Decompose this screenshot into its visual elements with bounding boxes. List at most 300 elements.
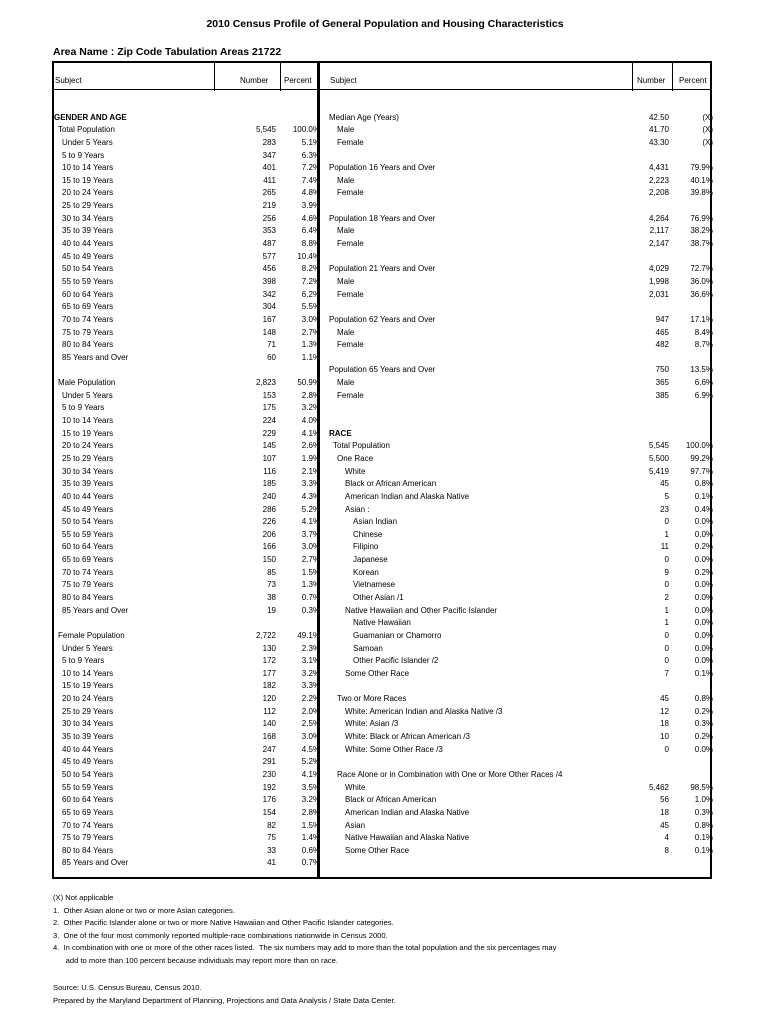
row-number: 5,419 [648, 466, 669, 476]
row-label: White [345, 782, 366, 792]
row-label: 55 to 59 Years [62, 782, 114, 792]
row-number: 116 [263, 466, 276, 476]
header-separator [280, 61, 281, 91]
row-label: Population 65 Years and Over [329, 365, 436, 375]
table-row [329, 554, 711, 567]
right-column [329, 99, 711, 857]
row-label: 75 to 79 Years [62, 327, 114, 337]
row-percent: 3.0% [301, 542, 320, 552]
footnote: 3. One of the four most commonly reported multiple-race combinations nationwide in Census 2000. [53, 930, 388, 940]
table-row [329, 124, 711, 137]
row-number: 177 [262, 668, 276, 678]
row-label: 20 to 24 Years [62, 694, 114, 704]
table-row [329, 617, 711, 630]
row-number: 2,031 [648, 289, 669, 299]
table-row [54, 162, 320, 175]
table-row [329, 415, 711, 428]
row-percent: 100.0% [685, 441, 713, 451]
row-label: Asian : [345, 504, 370, 514]
table-row [329, 352, 711, 365]
table-row [54, 415, 320, 428]
table-row [329, 706, 711, 719]
row-number: 82 [267, 820, 276, 830]
row-label: Race Alone or in Combination with One or More Other Races /4 [337, 769, 563, 779]
row-percent: 6.6% [694, 378, 713, 388]
row-percent: 0.2% [694, 567, 713, 577]
row-percent: 0.6% [301, 845, 320, 855]
row-percent: 0.0% [694, 618, 713, 628]
table-row [54, 857, 320, 870]
row-number: 750 [655, 365, 669, 375]
table-row [54, 390, 320, 403]
row-number: 4,431 [648, 163, 669, 173]
row-percent: 0.8% [694, 820, 713, 830]
table-row [54, 529, 320, 542]
row-percent: 2.5% [301, 719, 320, 729]
row-number: 482 [655, 340, 669, 350]
row-number: 1 [664, 529, 669, 539]
row-number: 45 [660, 820, 669, 830]
table-row [54, 744, 320, 757]
table-row [329, 263, 711, 276]
table-row [54, 402, 320, 415]
table-row [329, 402, 711, 415]
row-percent: 0.8% [694, 479, 713, 489]
row-number: 947 [655, 314, 669, 324]
table-row [329, 756, 711, 769]
table-row [329, 187, 711, 200]
row-percent: 72.7% [690, 264, 713, 274]
header-separator [632, 61, 633, 91]
row-label: 45 to 49 Years [62, 504, 114, 514]
table-row [54, 845, 320, 858]
row-percent: 17.1% [690, 314, 713, 324]
row-number: 4 [664, 833, 669, 843]
table-row [54, 263, 320, 276]
table-row [54, 289, 320, 302]
row-label: 60 to 64 Years [62, 542, 114, 552]
row-percent: 3.9% [301, 201, 320, 211]
row-number: 192 [262, 782, 276, 792]
row-percent: 3.2% [301, 795, 320, 805]
row-percent: 4.0% [301, 416, 320, 426]
table-row [329, 579, 711, 592]
row-number: 2 [664, 592, 669, 602]
row-percent: 10.4% [297, 251, 320, 261]
table-row [54, 782, 320, 795]
row-percent: 38.2% [690, 226, 713, 236]
row-number: 1 [664, 618, 669, 628]
table-row [329, 213, 711, 226]
row-number: 12 [660, 706, 669, 716]
table-row [54, 643, 320, 656]
table-row [329, 516, 711, 529]
table-row [329, 820, 711, 833]
row-number: 145 [262, 441, 276, 451]
row-number: 342 [262, 289, 276, 299]
row-number: 0 [664, 580, 669, 590]
row-percent: 0.7% [301, 858, 320, 868]
row-label: Female [337, 137, 364, 147]
row-number: 456 [262, 264, 276, 274]
row-label: RACE [329, 428, 352, 438]
row-percent: 2.1% [301, 466, 320, 476]
row-number: 5,545 [255, 125, 276, 135]
row-label: Asian Indian [353, 517, 398, 527]
row-percent: 1.5% [301, 820, 320, 830]
row-label: 80 to 84 Years [62, 340, 114, 350]
row-label: One Race [337, 453, 374, 463]
row-label: Two or More Races [337, 694, 407, 704]
table-row [329, 466, 711, 479]
row-percent: 98.5% [690, 782, 713, 792]
row-label: 50 to 54 Years [62, 264, 114, 274]
table-row [329, 428, 711, 441]
row-percent: 5.1% [301, 137, 320, 147]
table-row [54, 225, 320, 238]
row-number: 5,500 [648, 453, 669, 463]
row-label: Some Other Race [345, 845, 410, 855]
row-number: 0 [664, 744, 669, 754]
table-row [329, 630, 711, 643]
footnote: (X) Not applicable [53, 893, 114, 902]
row-label: 40 to 44 Years [62, 744, 114, 754]
table-row [329, 693, 711, 706]
row-percent: 8.2% [301, 264, 320, 274]
row-label: 70 to 74 Years [62, 567, 114, 577]
header-subject-left: Subject [55, 76, 82, 85]
table-row [54, 124, 320, 137]
row-label: Under 5 Years [62, 137, 113, 147]
table-row [54, 238, 320, 251]
header-rule-right [320, 89, 712, 90]
row-label: 10 to 14 Years [62, 163, 114, 173]
table-row [54, 428, 320, 441]
row-label: 60 to 64 Years [62, 289, 114, 299]
table-row [329, 440, 711, 453]
row-label: Native Hawaiian and Other Pacific Islander [345, 605, 498, 615]
row-number: 38 [267, 592, 276, 602]
row-label: White [345, 466, 366, 476]
row-label: 70 to 74 Years [62, 820, 114, 830]
row-percent: 3.2% [301, 668, 320, 678]
row-number: 11 [660, 542, 669, 552]
row-percent: 4.1% [301, 517, 320, 527]
table-row [329, 832, 711, 845]
row-percent: 76.9% [690, 213, 713, 223]
table-row [329, 162, 711, 175]
table-row [329, 99, 711, 112]
row-label: Other Asian /1 [353, 592, 404, 602]
row-number: 140 [262, 719, 276, 729]
row-label: 15 to 19 Years [62, 428, 114, 438]
header-separator [672, 61, 673, 91]
row-percent: 1.4% [301, 833, 320, 843]
row-label: 35 to 39 Years [62, 732, 114, 742]
row-number: 365 [655, 378, 669, 388]
table-row [329, 150, 711, 163]
row-percent: 2.0% [301, 706, 320, 716]
row-label: 50 to 54 Years [62, 769, 114, 779]
table-row [329, 491, 711, 504]
row-label: Female [337, 390, 364, 400]
table-row [329, 238, 711, 251]
row-percent: 0.2% [694, 542, 713, 552]
row-percent: 5.2% [301, 757, 320, 767]
table-row [54, 807, 320, 820]
row-label: 30 to 34 Years [62, 466, 114, 476]
row-label: 5 to 9 Years [62, 656, 105, 666]
source-block [53, 982, 396, 1007]
row-percent: 4.8% [301, 188, 320, 198]
table-row [54, 478, 320, 491]
table-row [54, 693, 320, 706]
row-percent: 1.9% [301, 453, 320, 463]
row-number: 265 [262, 188, 276, 198]
row-percent: 2.8% [301, 390, 320, 400]
row-percent: 3.3% [301, 681, 320, 691]
table-row [329, 276, 711, 289]
row-percent: 0.3% [301, 605, 320, 615]
row-number: 10 [660, 732, 669, 742]
table-row [329, 364, 711, 377]
table-row [54, 794, 320, 807]
row-number: 120 [262, 694, 276, 704]
row-label: 65 to 69 Years [62, 555, 114, 565]
row-percent: 4.6% [301, 213, 320, 223]
table-row [54, 541, 320, 554]
table-row [329, 680, 711, 693]
row-percent: 0.0% [694, 744, 713, 754]
row-number: 5,462 [648, 782, 669, 792]
row-number: 577 [262, 251, 276, 261]
row-percent: 1.0% [694, 795, 713, 805]
row-number: 353 [262, 226, 276, 236]
table-row [54, 276, 320, 289]
row-number: 167 [262, 314, 276, 324]
row-percent: 2.2% [301, 694, 320, 704]
row-number: 487 [262, 239, 276, 249]
table-row [54, 491, 320, 504]
row-percent: 7.4% [301, 175, 320, 185]
row-percent: 8.7% [694, 340, 713, 350]
row-percent: 0.1% [694, 668, 713, 678]
row-number: 56 [660, 795, 669, 805]
row-number: 229 [262, 428, 276, 438]
table-row [54, 352, 320, 365]
row-percent: 7.2% [301, 163, 320, 173]
table-row [54, 668, 320, 681]
row-number: 401 [262, 163, 276, 173]
left-column [54, 99, 320, 870]
row-label: 5 to 9 Years [62, 403, 105, 413]
table-row [54, 706, 320, 719]
header-percent-right: Percent [679, 76, 707, 85]
table-row [329, 769, 711, 782]
row-label: Male [337, 378, 355, 388]
table-row [54, 516, 320, 529]
row-number: 112 [263, 706, 276, 716]
row-percent: 4.1% [301, 428, 320, 438]
table-row [329, 529, 711, 542]
row-label: 10 to 14 Years [62, 416, 114, 426]
table-row [329, 137, 711, 150]
row-percent: 3.5% [301, 782, 320, 792]
footnote: 1. Other Asian alone or two or more Asian categories. [53, 905, 235, 915]
table-row [54, 213, 320, 226]
row-label: Korean [353, 567, 379, 577]
row-label: 70 to 74 Years [62, 314, 114, 324]
table-row [54, 554, 320, 567]
row-number: 2,117 [649, 226, 669, 236]
table-row [54, 339, 320, 352]
row-percent: 4.3% [301, 491, 320, 501]
table-row [54, 769, 320, 782]
table-row [329, 301, 711, 314]
row-number: 182 [262, 681, 276, 691]
row-number: 224 [262, 416, 276, 426]
row-number: 1 [664, 605, 669, 615]
table-row [54, 200, 320, 213]
row-label: Filipino [353, 542, 379, 552]
row-label: 75 to 79 Years [62, 833, 114, 843]
row-percent: 36.0% [690, 276, 713, 286]
row-label: Male Population [58, 378, 116, 388]
row-label: 45 to 49 Years [62, 757, 114, 767]
row-label: 80 to 84 Years [62, 592, 114, 602]
table-row [54, 314, 320, 327]
table-row [329, 605, 711, 618]
table-row [329, 744, 711, 757]
table-row [329, 112, 711, 125]
row-percent: (X) [702, 112, 713, 122]
row-label: Native Hawaiian and Alaska Native [345, 833, 470, 843]
row-number: 150 [262, 555, 276, 565]
table-row [54, 718, 320, 731]
table-row [329, 327, 711, 340]
table-row [54, 504, 320, 517]
table-row [54, 301, 320, 314]
row-number: 168 [262, 732, 276, 742]
row-percent: 3.0% [301, 732, 320, 742]
row-number: 2,208 [648, 188, 669, 198]
row-label: 10 to 14 Years [62, 668, 114, 678]
row-percent: 3.0% [301, 314, 320, 324]
table-row [329, 794, 711, 807]
row-percent: 0.0% [694, 580, 713, 590]
table-row [54, 137, 320, 150]
table-row [54, 680, 320, 693]
row-percent: 2.7% [301, 327, 320, 337]
row-percent: 6.4% [301, 226, 320, 236]
row-percent: 40.1% [690, 175, 713, 185]
row-label: Population 21 Years and Over [329, 264, 436, 274]
row-label: Female [337, 188, 364, 198]
table-row [329, 655, 711, 668]
row-number: 2,223 [648, 175, 669, 185]
row-label: 85 Years and Over [62, 858, 129, 868]
row-percent: 8.8% [301, 239, 320, 249]
row-label: Other Pacific Islander /2 [353, 656, 439, 666]
table-row [54, 112, 316, 125]
row-percent: 3.3% [301, 479, 320, 489]
row-percent: 0.3% [694, 807, 713, 817]
row-label: 65 to 69 Years [62, 302, 114, 312]
row-number: 286 [262, 504, 276, 514]
row-number: 23 [660, 504, 669, 514]
row-label: Male [337, 226, 355, 236]
row-number: 291 [262, 757, 276, 767]
row-number: 60 [267, 352, 276, 362]
row-label: 85 Years and Over [62, 605, 129, 615]
row-label: 20 to 24 Years [62, 441, 114, 451]
row-number: 71 [267, 340, 276, 350]
row-number: 219 [262, 201, 276, 211]
row-number: 385 [655, 390, 669, 400]
row-percent: 0.8% [694, 694, 713, 704]
table-row [54, 630, 320, 643]
row-percent: 1.5% [301, 567, 320, 577]
table-row [329, 731, 711, 744]
row-number: 130 [262, 643, 276, 653]
row-label: Male [337, 276, 355, 286]
row-percent: (X) [702, 125, 713, 135]
table-row [54, 655, 320, 668]
row-label: White: Asian /3 [345, 719, 399, 729]
row-percent: 6.2% [301, 289, 320, 299]
row-label: American Indian and Alaska Native [345, 807, 470, 817]
row-percent: 0.7% [301, 592, 320, 602]
row-label: 15 to 19 Years [62, 175, 114, 185]
row-number: 347 [262, 150, 276, 160]
row-percent: 0.2% [694, 732, 713, 742]
row-number: 304 [262, 302, 276, 312]
table-row [329, 289, 711, 302]
row-number: 247 [262, 744, 276, 754]
row-label: Population 18 Years and Over [329, 213, 436, 223]
row-number: 42.50 [648, 112, 669, 122]
row-percent: 49.1% [297, 630, 320, 640]
row-percent: 1.3% [301, 340, 320, 350]
row-label: 65 to 69 Years [62, 807, 114, 817]
row-number: 176 [262, 795, 276, 805]
row-percent: 2.3% [301, 643, 320, 653]
row-number: 4,264 [648, 213, 669, 223]
row-number: 153 [262, 390, 276, 400]
row-percent: 97.7% [690, 466, 713, 476]
row-percent: 1.1% [301, 352, 320, 362]
row-number: 43.30 [648, 137, 669, 147]
row-label: GENDER AND AGE [54, 112, 127, 122]
row-percent: 2.8% [301, 807, 320, 817]
row-percent: 6.9% [694, 390, 713, 400]
row-percent: 79.9% [690, 163, 713, 173]
prepared-by-line: Prepared by the Maryland Department of Planning, Projections and Data Analysis / State Data Center. [53, 995, 396, 1005]
table-row [329, 845, 711, 858]
row-label: 5 to 9 Years [62, 150, 105, 160]
row-number: 8 [664, 845, 669, 855]
row-label: Male [337, 327, 355, 337]
row-label: Median Age (Years) [329, 112, 399, 122]
row-number: 175 [262, 403, 276, 413]
row-label: 40 to 44 Years [62, 239, 114, 249]
table-row [54, 466, 320, 479]
table-row [54, 327, 320, 340]
table-row [54, 731, 320, 744]
table-row [329, 807, 711, 820]
row-number: 148 [262, 327, 276, 337]
row-percent: 38.7% [690, 239, 713, 249]
